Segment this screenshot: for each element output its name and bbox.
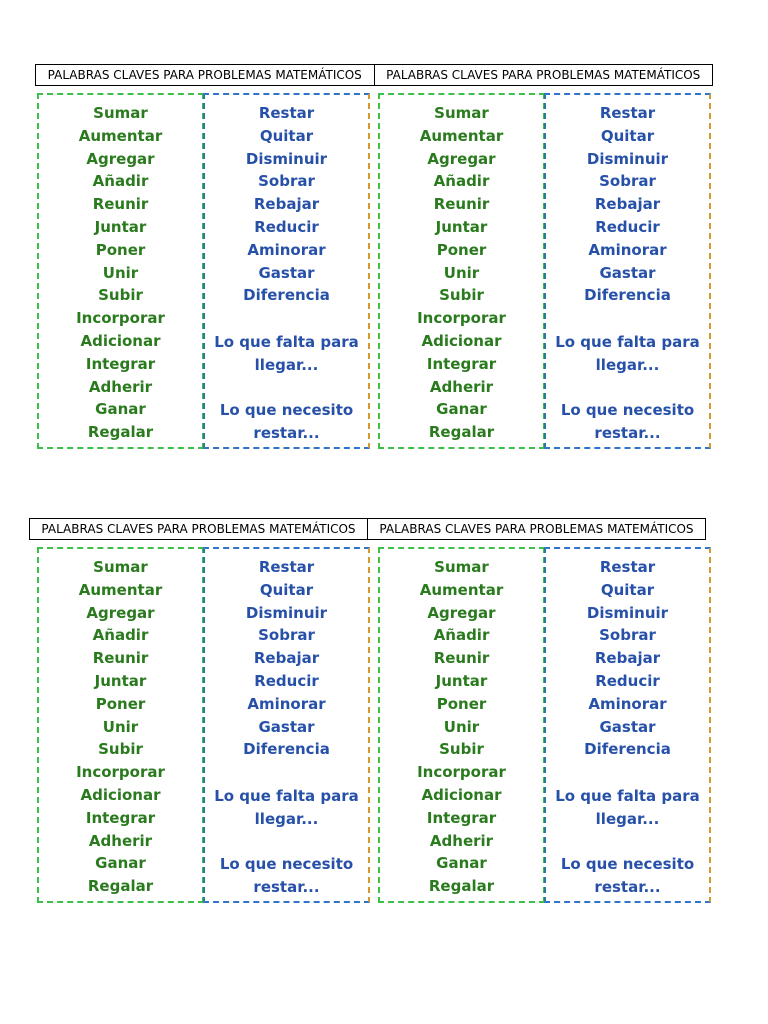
addition-keyword: Regalar [87, 423, 154, 442]
addition-keyword: Añadir [92, 626, 149, 645]
addition-keyword: Adherir [429, 831, 494, 850]
subtraction-phrase: Lo que necesito [219, 401, 354, 419]
addition-keyword: Aumentar [78, 126, 163, 145]
addition-keyword: Subir [439, 740, 484, 759]
addition-keyword: Adicionar [80, 332, 161, 350]
addition-keyword: Integrar [426, 354, 497, 373]
addition-keyword: Adherir [88, 831, 153, 850]
addition-keyword: Integrar [426, 808, 497, 827]
subtraction-keyword: Reducir [254, 218, 319, 236]
subtraction-phrase: llegar... [254, 356, 319, 374]
addition-keyword: Aumentar [419, 580, 504, 599]
page-title: PALABRAS CLAVES PARA PROBLEMAS MATEMÁTICOS [367, 519, 705, 539]
subtraction-keyword: Rebajar [253, 649, 320, 668]
addition-keyword: Ganar [95, 854, 146, 873]
addition-keyword: Aumentar [419, 126, 504, 145]
addition-keyword: Subir [98, 740, 143, 759]
addition-keyword: Incorporar [76, 763, 165, 782]
addition-keyword: Adherir [429, 377, 494, 396]
subtraction-keyword: Reducir [595, 218, 660, 236]
addition-keyword: Ganar [436, 854, 487, 873]
addition-keyword: Agregar [427, 603, 496, 622]
addition-keyword: Incorporar [76, 309, 165, 328]
addition-column [378, 93, 545, 449]
subtraction-keyword: Sobrar [599, 172, 656, 191]
subtraction-keyword: Diferencia [243, 740, 330, 759]
subtraction-keyword: Gastar [599, 263, 656, 282]
subtraction-phrase: llegar... [595, 356, 660, 374]
subtraction-keyword: Quitar [259, 126, 314, 145]
subtraction-keyword: Disminuir [586, 149, 669, 168]
subtraction-phrase: llegar... [595, 810, 660, 828]
addition-keyword: Sumar [434, 104, 489, 122]
addition-keyword: Integrar [85, 354, 156, 373]
subtraction-keyword: Quitar [259, 580, 314, 599]
subtraction-keyword: Disminuir [586, 603, 669, 622]
subtraction-phrase: restar... [594, 424, 661, 442]
addition-keyword: Ganar [95, 400, 146, 419]
addition-keyword: Adicionar [80, 786, 161, 804]
title-row [35, 64, 713, 86]
subtraction-keyword: Diferencia [584, 286, 671, 305]
subtraction-keyword: Aminorar [588, 240, 667, 259]
addition-keyword: Agregar [86, 149, 155, 168]
subtraction-column [203, 547, 370, 903]
subtraction-phrase: Lo que necesito [560, 855, 695, 873]
addition-keyword: Añadir [433, 626, 490, 645]
addition-column [378, 547, 545, 903]
addition-keyword: Poner [95, 240, 146, 259]
subtraction-keyword: Disminuir [245, 149, 328, 168]
subtraction-keyword: Gastar [258, 717, 315, 736]
subtraction-phrase: Lo que necesito [219, 855, 354, 873]
subtraction-column [544, 547, 711, 903]
addition-keyword: Sumar [93, 558, 148, 576]
addition-column [37, 547, 204, 903]
addition-keyword: Unir [443, 717, 480, 736]
page-title: PALABRAS CLAVES PARA PROBLEMAS MATEMÁTICOS [41, 522, 356, 536]
subtraction-keyword: Reducir [595, 672, 660, 690]
addition-keyword: Unir [443, 263, 480, 282]
subtraction-keyword: Sobrar [599, 626, 656, 645]
addition-keyword: Adherir [88, 377, 153, 396]
addition-keyword: Poner [436, 694, 487, 713]
subtraction-column [203, 93, 370, 449]
addition-keyword: Juntar [94, 672, 147, 690]
addition-keyword: Reunir [433, 195, 490, 214]
subtraction-keyword: Rebajar [594, 195, 661, 214]
addition-keyword: Añadir [433, 172, 490, 191]
subtraction-keyword: Sobrar [258, 626, 315, 645]
subtraction-phrase: restar... [253, 424, 320, 442]
subtraction-keyword: Reducir [254, 672, 319, 690]
subtraction-phrase: llegar... [254, 810, 319, 828]
addition-keyword: Juntar [435, 672, 488, 690]
addition-column [37, 93, 204, 449]
subtraction-keyword: Aminorar [247, 694, 326, 713]
subtraction-keyword: Quitar [600, 126, 655, 145]
page-title: PALABRAS CLAVES PARA PROBLEMAS MATEMÁTICOS [47, 68, 362, 82]
addition-keyword: Regalar [428, 877, 495, 896]
addition-keyword: Incorporar [417, 763, 506, 782]
subtraction-phrase: Lo que falta para [214, 787, 359, 805]
addition-keyword: Regalar [428, 423, 495, 442]
subtraction-phrase: Lo que necesito [560, 401, 695, 419]
subtraction-keyword: Gastar [258, 263, 315, 282]
addition-keyword: Agregar [86, 603, 155, 622]
subtraction-keyword: Gastar [599, 717, 656, 736]
addition-keyword: Unir [102, 717, 139, 736]
addition-keyword: Unir [102, 263, 139, 282]
subtraction-keyword: Restar [599, 104, 656, 122]
addition-keyword: Integrar [85, 808, 156, 827]
subtraction-keyword: Sobrar [258, 172, 315, 191]
subtraction-keyword: Rebajar [594, 649, 661, 668]
addition-keyword: Regalar [87, 877, 154, 896]
subtraction-phrase: Lo que falta para [555, 333, 700, 351]
addition-keyword: Adicionar [421, 786, 502, 804]
addition-keyword: Poner [95, 694, 146, 713]
subtraction-keyword: Restar [599, 558, 656, 576]
subtraction-phrase: Lo que falta para [214, 333, 359, 351]
subtraction-keyword: Disminuir [245, 603, 328, 622]
subtraction-keyword: Quitar [600, 580, 655, 599]
keyword-card [37, 547, 370, 904]
subtraction-keyword: Diferencia [243, 286, 330, 305]
addition-keyword: Añadir [92, 172, 149, 191]
addition-keyword: Juntar [435, 218, 488, 236]
addition-keyword: Agregar [427, 149, 496, 168]
subtraction-phrase: Lo que falta para [555, 787, 700, 805]
addition-keyword: Juntar [94, 218, 147, 236]
addition-keyword: Reunir [92, 649, 149, 668]
addition-keyword: Reunir [433, 649, 490, 668]
addition-keyword: Reunir [92, 195, 149, 214]
subtraction-phrase: restar... [253, 878, 320, 896]
subtraction-keyword: Restar [258, 558, 315, 576]
subtraction-keyword: Aminorar [588, 694, 667, 713]
addition-keyword: Incorporar [417, 309, 506, 328]
addition-keyword: Sumar [93, 104, 148, 122]
addition-keyword: Aumentar [78, 580, 163, 599]
addition-keyword: Sumar [434, 558, 489, 576]
keyword-card [37, 93, 370, 450]
addition-keyword: Subir [439, 286, 484, 305]
subtraction-keyword: Rebajar [253, 195, 320, 214]
addition-keyword: Adicionar [421, 332, 502, 350]
subtraction-keyword: Diferencia [584, 740, 671, 759]
title-row [29, 518, 706, 540]
addition-keyword: Subir [98, 286, 143, 305]
subtraction-keyword: Aminorar [247, 240, 326, 259]
keyword-card [378, 547, 711, 904]
subtraction-keyword: Restar [258, 104, 315, 122]
page-title: PALABRAS CLAVES PARA PROBLEMAS MATEMÁTICOS [374, 65, 713, 85]
addition-keyword: Ganar [436, 400, 487, 419]
subtraction-column [544, 93, 711, 449]
addition-keyword: Poner [436, 240, 487, 259]
keyword-card [378, 93, 711, 450]
subtraction-phrase: restar... [594, 878, 661, 896]
